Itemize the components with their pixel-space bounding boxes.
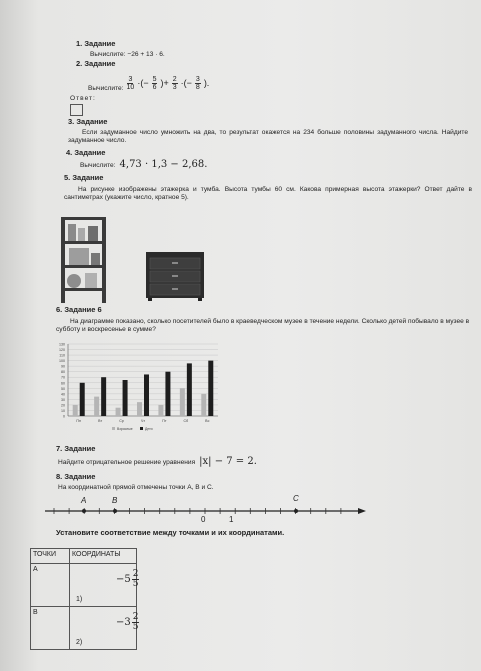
bar-дети	[101, 377, 106, 416]
task2-answer-label: Ответ:	[70, 95, 96, 102]
point-B-label: B	[112, 496, 118, 505]
table-row	[31, 564, 137, 607]
bar-взрослые	[201, 394, 206, 416]
y-tick-label: 70	[61, 375, 65, 380]
y-tick-label: 80	[61, 370, 65, 375]
bar-взрослые	[116, 408, 121, 416]
y-tick-label: 120	[59, 348, 65, 353]
y-tick-label: 20	[61, 403, 65, 408]
y-tick-label: 0	[63, 414, 65, 419]
one-label: 1	[229, 515, 234, 524]
task2-frac3: $\frac{2}{3}$	[172, 75, 177, 91]
table-row	[31, 607, 137, 650]
task7-line	[58, 456, 257, 467]
task2-answer-box[interactable]	[70, 104, 83, 116]
y-tick-label: 90	[61, 364, 65, 369]
bar-взрослые	[94, 397, 99, 416]
shelf-illustration	[58, 215, 110, 305]
task8-text: На координатной прямой отмечены точки A, B и C.	[58, 484, 214, 491]
task2-frac2: $\frac{5}{6}$	[152, 75, 157, 91]
x-tick-label: Вс	[205, 419, 210, 423]
x-tick-label: Вт	[98, 419, 103, 423]
bar-взрослые	[158, 405, 163, 416]
task3-text: Если задуманное число умножить на два, то результат окажется на 234 больше половины задуманного числа. Найдите задуманное число.	[68, 129, 468, 145]
x-tick-label: Чт	[140, 419, 146, 423]
bar-дети	[80, 383, 85, 416]
task1-text: Вычислите: −26 + 13 · 6.	[90, 51, 165, 58]
task4-expr: 4,73 · 1,3 − 2,68.	[119, 159, 208, 170]
bar-дети	[187, 363, 192, 416]
visitors-bar-chart	[50, 340, 220, 440]
row-point: A	[31, 564, 70, 607]
coordinates-table	[30, 548, 137, 650]
y-tick-label: 10	[61, 408, 65, 413]
bar-дети	[123, 380, 128, 416]
y-tick-label: 110	[59, 353, 65, 358]
row-point: B	[31, 607, 70, 650]
y-tick-label: 40	[61, 392, 65, 397]
task7-title: 7. Задание	[56, 444, 96, 453]
task4-prefix: Вычислите:	[80, 162, 116, 169]
x-tick-label: Пн	[76, 419, 82, 423]
x-tick-label: Сб	[183, 419, 189, 423]
bar-взрослые	[73, 405, 78, 416]
legend-swatch	[140, 427, 143, 430]
row-coordinate: 1) −5 $\frac{2}{5}$	[70, 564, 137, 607]
y-tick-label: 60	[61, 381, 65, 386]
task7-prefix: Найдите отрицательное решение уравнения	[58, 459, 196, 466]
task4-title: 4. Задание	[66, 148, 106, 157]
legend-label: Дети	[145, 427, 153, 431]
table-header-coords: КООРДИНАТЫ	[70, 549, 137, 564]
x-tick-label: Пт	[162, 419, 167, 423]
point-C-label: C	[293, 494, 299, 503]
task8-title: 8. Задание	[56, 472, 96, 481]
task4-expression	[80, 159, 207, 170]
task2-frac1: $\frac{3}{10}$	[126, 75, 135, 91]
task1-title: 1. Задание	[76, 39, 116, 48]
task2-frac4: $\frac{3}{8}$	[195, 75, 200, 91]
bar-дети	[144, 374, 149, 416]
bar-дети	[208, 361, 213, 416]
bar-взрослые	[180, 388, 185, 416]
zero-label: 0	[201, 515, 206, 524]
task6-text: На диаграмме показано, сколько посетителей было в краеведческом музее в течение недели. Сколько детей побывало в музее в субботу и воскресенье в сумме?	[56, 318, 470, 334]
legend-label: Взрослые	[117, 427, 133, 431]
task3-title: 3. Задание	[68, 117, 108, 126]
y-tick-label: 30	[61, 397, 65, 402]
y-tick-label: 50	[61, 386, 65, 391]
point-A-label: A	[81, 496, 87, 505]
x-tick-label: Ср	[119, 419, 124, 423]
task6-title: 6. Задание 6	[56, 305, 102, 314]
task5-title: 5. Задание	[64, 173, 104, 182]
bar-взрослые	[137, 402, 142, 416]
row-coordinate: 2) −3 $\frac{2}{5}$	[70, 607, 137, 650]
bar-дети	[165, 372, 170, 416]
task2-prefix: Вычислите:	[88, 85, 124, 92]
table-header-points: ТОЧКИ	[31, 549, 70, 564]
y-tick-label: 100	[59, 359, 65, 364]
task8-match-text: Установите соответствие между точками и их координатами.	[56, 528, 285, 537]
task2-expression: Вычислите: $\frac{3}{10}$ ·(− $\frac{5}{6}$ )+ $\frac{2}{3}$ ·(− $\frac{3}{8}$ ).	[88, 75, 210, 92]
task7-equation: |x| − 7 = 2.	[199, 456, 257, 467]
legend-swatch	[112, 427, 115, 430]
y-tick-label: 130	[59, 342, 65, 347]
task5-text: На рисунке изображены этажерка и тумба. Высота тумбы 60 см. Какова примерная высота этажерки? Ответ дайте в сантиметрах (укажите число, кратное 5).	[64, 186, 472, 202]
task2-title: 2. Задание	[76, 59, 116, 68]
cabinet-illustration	[144, 250, 206, 302]
